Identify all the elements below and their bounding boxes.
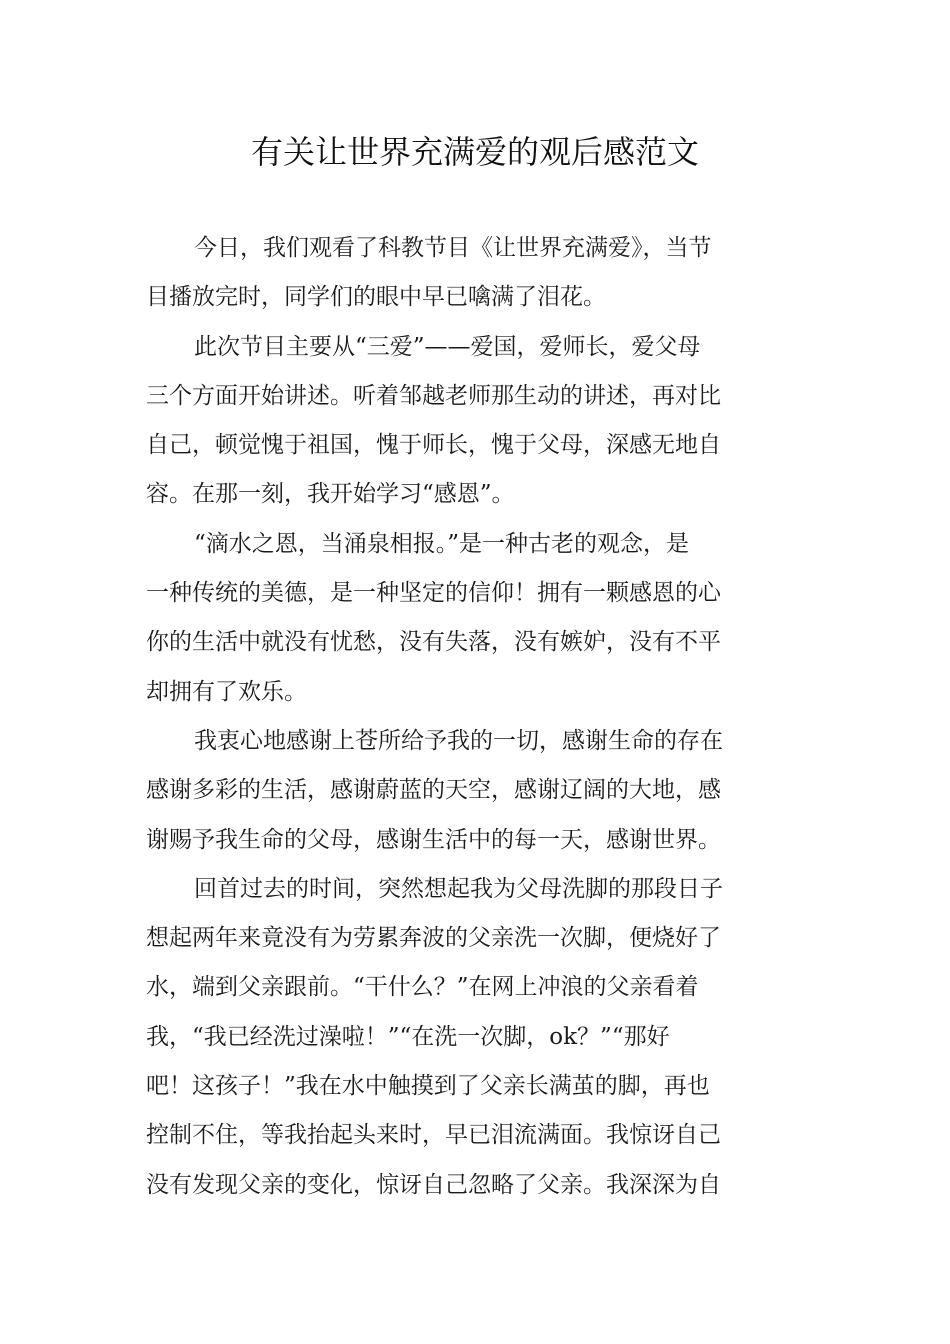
text-line: 控制不住，等我抬起头来时，早已泪流满面。我惊讶自己 (146, 1122, 721, 1149)
text-line: 容。在那一刻，我开始学习“感恩”。 (146, 481, 515, 508)
text-line: 却拥有了欢乐。 (146, 678, 307, 705)
text-line: 自己，顿觉愧于祖国，愧于师长，愧于父母，深感无地自 (146, 432, 721, 459)
text-line: 我衷心地感谢上苍所给予我的一切，感谢生命的存在 (194, 727, 723, 754)
text-line: 水，端到父亲跟前。“干什么？”在网上冲浪的父亲看着 (146, 974, 699, 1001)
text-line: 吧！这孩子！”我在水中触摸到了父亲长满茧的脚，再也 (146, 1073, 710, 1100)
text-line: 我，“我已经洗过澡啦！”“在洗一次脚，ok？”“那好 (146, 1023, 670, 1050)
text-line: “滴水之恩，当涌泉相报。”是一种古老的观念，是 (194, 530, 690, 557)
paragraph-3 (146, 520, 810, 717)
text-line: 你的生活中就没有忧愁，没有失落，没有嫉妒，没有不平 (146, 629, 721, 656)
text-line: 目播放完时，同学们的眼中早已噙满了泪花。 (146, 284, 606, 311)
text-line: 今日，我们观看了科教节目《让世界充满爱》，当节 (194, 235, 712, 261)
paragraph-1 (146, 224, 810, 323)
paragraph-5 (146, 865, 810, 1210)
document-title: 有关让世界充满爱的观后感范文 (250, 133, 699, 171)
text-line: 一种传统的美德，是一种坚定的信仰！拥有一颗感恩的心 (146, 580, 721, 607)
text-line: 想起两年来竟没有为劳累奔波的父亲洗一次脚，便烧好了 (146, 925, 721, 952)
text-line: 回首过去的时间，突然想起我为父母洗脚的那段日子 (194, 875, 723, 902)
paragraph-2 (146, 323, 810, 520)
text-line: 此次节目主要从“三爱”——爱国，爱师长，爱父母 (194, 333, 701, 360)
text-line: 感谢多彩的生活，感谢蔚蓝的天空，感谢辽阔的大地，感 (146, 777, 721, 804)
text-line: 三个方面开始讲述。听着邹越老师那生动的讲述，再对比 (146, 382, 721, 409)
paragraph-4 (146, 717, 810, 865)
text-line: 谢赐予我生命的父母，感谢生活中的每一天，感谢世界。 (146, 826, 721, 853)
document-body (146, 224, 810, 1210)
text-line: 没有发现父亲的变化，惊讶自己忽略了父亲。我深深为自 (146, 1171, 721, 1198)
